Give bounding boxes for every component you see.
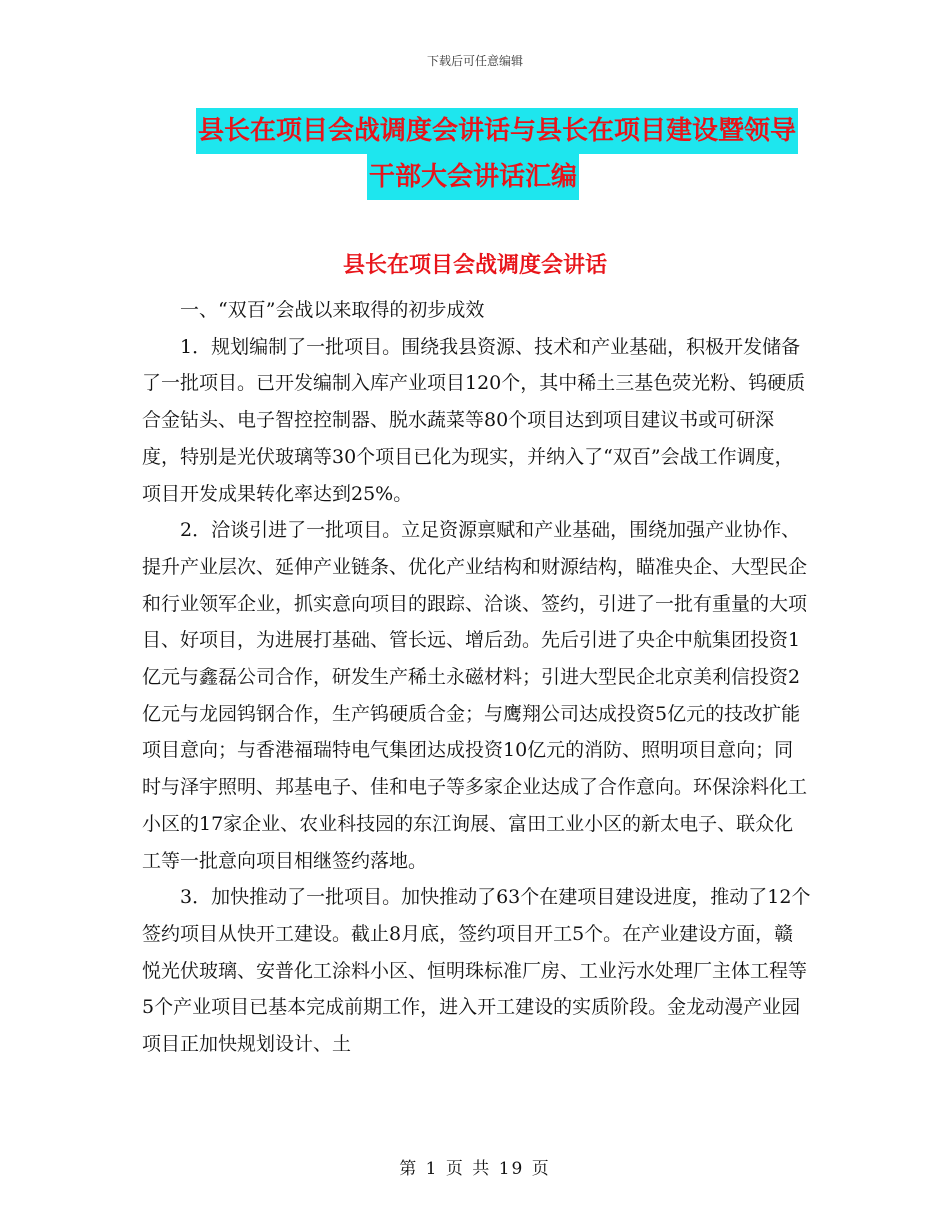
- document-title: [0, 108, 950, 200]
- document-body: [142, 292, 812, 1063]
- page-footer: 第 1 页 共 19 页: [399, 1159, 551, 1179]
- paragraph-item-1: 1．规划编制了一批项目。围绕我县资源、技术和产业基础，积极开发储备了一批项目。已开发编制入库产业项目120个，其中稀土三基色荧光粉、钨硬质合金钻头、电子智控控制器、脱水蔬菜等80个项目达到项目建议书或可研深度，特别是光伏玻璃等30个项目已化为现实，并纳入了“双百”会战工作调度，项目开发成果转化率达到25%。: [142, 335, 806, 505]
- section-title: 县长在项目会战调度会讲话: [342, 253, 607, 278]
- paragraph-item-2: 2．洽谈引进了一批项目。立足资源禀赋和产业基础，围绕加强产业协作、提升产业层次、延伸产业链条、优化产业结构和财源结构，瞄准央企、大型民企和行业领军企业，抓实意向项目的跟踪、洽谈、签约，引进了一批有重量的大项目、好项目，为进展打基础、管长远、增后劲。先后引进了央企中航集团投资1亿元与鑫磊公司合作，研发生产稀土永磁材料；引进大型民企北京美利信投资2亿元与龙园钨钢合作，生产钨硬质合金；与鹰翔公司达成投资5亿元的技改扩能项目意向；与香港福瑞特电气集团达成投资10亿元的消防、照明项目意向；同时与泽宇照明、邦基电子、佳和电子等多家企业达成了合作意向。环保涂料化工小区的17家企业、农业科技园的东江询展、富田工业小区的新太电子、联众化工等一批意向项目相继签约落地。: [142, 519, 808, 872]
- paragraph-item-3: 3．加快推动了一批项目。加快推动了63个在建项目建设进度，推动了12个签约项目从快开工建设。截止8月底，签约项目开工5个。在产业建设方面，赣悦光伏玻璃、安普化工涂料小区、恒明珠标准厂房、工业污水处理厂主体工程等5个产业项目已基本完成前期工作，进入开工建设的实质阶段。金龙动漫产业园项目正加快规划设计、土: [142, 886, 811, 1056]
- header-note: 下载后可任意编辑: [426, 54, 523, 68]
- document-title-line-1: 县长在项目会战调度会讲话与县长在项目建设暨领导: [196, 108, 798, 154]
- document-title-line-2: 干部大会讲话汇编: [367, 154, 579, 200]
- subheading-achievements: 一、“双百”会战以来取得的初步成效: [180, 299, 485, 321]
